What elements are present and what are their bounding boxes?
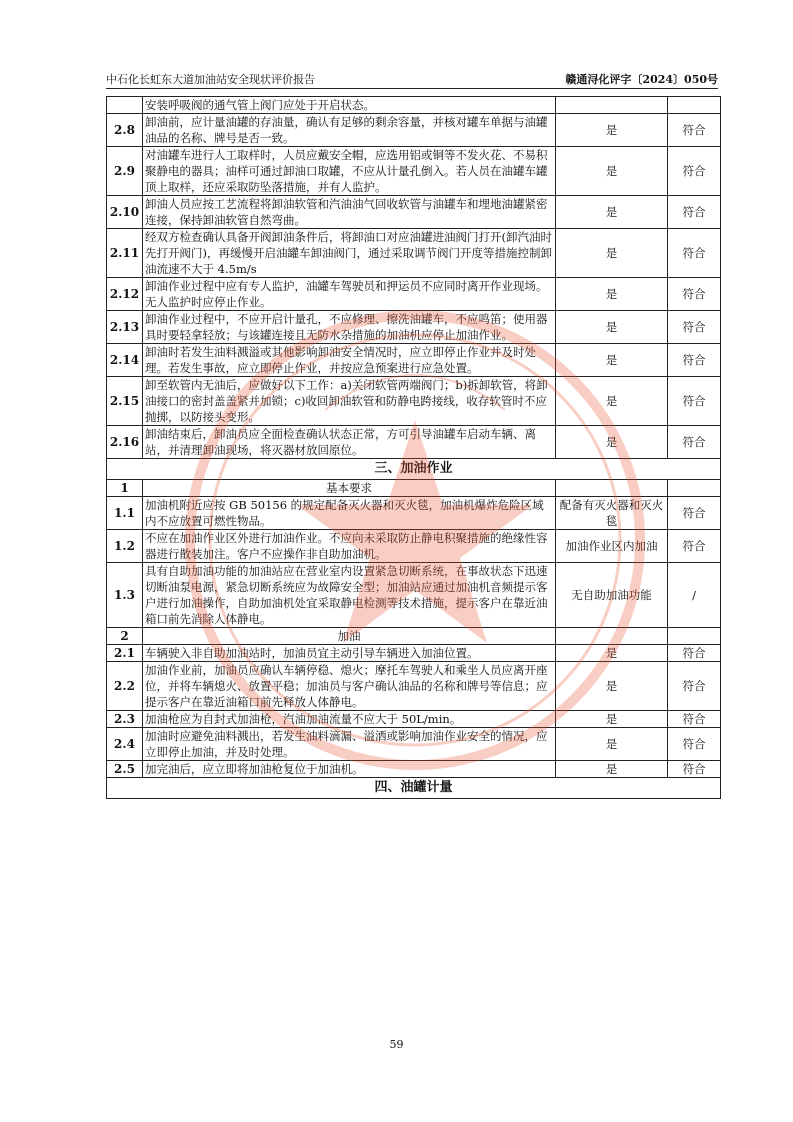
check-status: 配备有灭火器和灭火毯: [556, 497, 668, 530]
item-number: 2.14: [107, 344, 143, 377]
item-number: 2.3: [107, 711, 143, 728]
table-row: [107, 628, 721, 645]
item-number: 2.11: [107, 229, 143, 278]
item-content: 卸至软管内无油后，应做好以下工作：a)关闭软管两端阀门；b)拆卸软管，将卸油接口的密封盖盖紧并加锁；c)收回卸油软管和防静电跨接线，收存软管时不应抛掷，以防接头变形。: [143, 377, 556, 426]
table-row: [107, 761, 721, 778]
table-row: [107, 114, 721, 147]
section-row: [107, 778, 721, 799]
check-status: 是: [556, 344, 668, 377]
item-number: 2.4: [107, 728, 143, 761]
table-row: [107, 278, 721, 311]
table-row: [107, 377, 721, 426]
check-status: 是: [556, 229, 668, 278]
table-row: [107, 426, 721, 459]
check-status: 是: [556, 645, 668, 662]
check-result: /: [668, 563, 721, 628]
item-content: 卸油作业过程中，不应开启计量孔，不应修理、擦洗油罐车，不应鸣笛；使用器具时要轻拿轻放；与该罐连接且无防水杂措施的加油机应停止加油作业。: [143, 311, 556, 344]
check-result: 符合: [668, 147, 721, 196]
document-number: 赣通浔化评字〔2024〕050号: [565, 73, 718, 86]
table-row: [107, 344, 721, 377]
item-number: 2.12: [107, 278, 143, 311]
item-number: 2.9: [107, 147, 143, 196]
item-content: 加油作业前，加油员应确认车辆停稳、熄火；摩托车驾驶人和乘坐人员应离开座位，并将车辆熄火、放置平稳；加油员与客户确认油品的名称和牌号等信息；应提示客户在靠近油箱口前先释放人体静电。: [143, 662, 556, 711]
check-result: 符合: [668, 530, 721, 563]
page-number: 59: [389, 1038, 404, 1051]
check-result: 符合: [668, 645, 721, 662]
item-content: 基本要求: [143, 480, 556, 497]
table-row: [107, 530, 721, 563]
item-content: 具有自助加油功能的加油站应在营业室内设置紧急切断系统，在事故状态下迅速切断油泵电源，紧急切断系统应为故障安全型；加油站应通过加油机音频提示客户进行加油操作，自助加油机处宜采取静电检测等技术措施，提示客户在靠近油箱口前先消除人体静电。: [143, 563, 556, 628]
item-content: 加油: [143, 628, 556, 645]
evaluation-table: [106, 96, 721, 799]
check-result: [668, 480, 721, 497]
check-result: [668, 628, 721, 645]
item-content: 安装呼吸阀的通气管上阀门应处于开启状态。: [143, 97, 556, 114]
check-result: 符合: [668, 426, 721, 459]
check-result: 符合: [668, 196, 721, 229]
table-row: [107, 497, 721, 530]
item-number: 1: [107, 480, 143, 497]
check-status: 是: [556, 426, 668, 459]
table-row: [107, 196, 721, 229]
item-content: 加油枪应为自封式加油枪，汽油加油流量不应大于 50L/min。: [143, 711, 556, 728]
item-number: [107, 97, 143, 114]
check-status: 是: [556, 377, 668, 426]
check-status: 是: [556, 114, 668, 147]
check-status: 是: [556, 761, 668, 778]
report-title: 中石化长虹东大道加油站安全现状评价报告: [106, 73, 315, 86]
section-title: 四、油罐计量: [107, 778, 721, 799]
check-result: 符合: [668, 728, 721, 761]
check-status: 是: [556, 728, 668, 761]
header-rule: [106, 88, 718, 89]
item-number: 2.2: [107, 662, 143, 711]
item-content: 加油机附近应按 GB 50156 的规定配备灭火器和灭火毯，加油机爆炸危险区域内不应放置可燃性物品。: [143, 497, 556, 530]
check-result: 符合: [668, 311, 721, 344]
check-result: 符合: [668, 377, 721, 426]
table-row: [107, 711, 721, 728]
item-content: 加完油后，应立即将加油枪复位于加油机。: [143, 761, 556, 778]
table-row: [107, 480, 721, 497]
item-number: 1.3: [107, 563, 143, 628]
item-content: 经双方检查确认具备开阀卸油条件后，将卸油口对应油罐进油阀门打开(卸汽油时先打开阀门)，再缓慢开启油罐车卸油阀门，通过采取调节阀门开度等措施控制卸油流速不大于 4.5m/s: [143, 229, 556, 278]
item-number: 1.1: [107, 497, 143, 530]
check-result: 符合: [668, 711, 721, 728]
table-row: [107, 311, 721, 344]
item-number: 2.5: [107, 761, 143, 778]
item-number: 2.10: [107, 196, 143, 229]
check-result: 符合: [668, 229, 721, 278]
check-result: 符合: [668, 497, 721, 530]
item-number: 2.15: [107, 377, 143, 426]
table-row: [107, 563, 721, 628]
item-content: 卸油结束后，卸油员应全面检查确认状态正常，方可引导油罐车启动车辆、离站，并清理卸油现场，将灭器材放回原位。: [143, 426, 556, 459]
item-content: 卸油作业过程中应有专人监护，油罐车驾驶员和押运员不应同时离开作业现场。无人监护时应停止作业。: [143, 278, 556, 311]
item-content: 对油罐车进行人工取样时，人员应戴安全帽，应选用铝或铜等不发火花、不易积聚静电的器具；油样可通过卸油口取罐，不应从计量孔倒入。若人员在油罐车罐顶上取样，还应采取防坠落措施，并有人监护。: [143, 147, 556, 196]
check-result: [668, 97, 721, 114]
check-status: 加油作业区内加油: [556, 530, 668, 563]
table-row: [107, 662, 721, 711]
table-row: [107, 97, 721, 114]
check-status: 是: [556, 311, 668, 344]
check-result: 符合: [668, 114, 721, 147]
item-number: 2: [107, 628, 143, 645]
item-content: 卸油前，应计量油罐的存油量，确认有足够的剩余容量，并核对罐车单据与油罐油品的名称、牌号是否一致。: [143, 114, 556, 147]
check-result: 符合: [668, 761, 721, 778]
check-status: 是: [556, 662, 668, 711]
item-number: 2.1: [107, 645, 143, 662]
item-content: 加油时应避免油料溅出，若发生油料滴漏、溢洒或影响加油作业安全的情况，应立即停止加油，并及时处理。: [143, 728, 556, 761]
table-row: [107, 229, 721, 278]
item-content: 不应在加油作业区外进行加油作业。不应向未采取防止静电积聚措施的绝缘性容器进行散装加注。客户不应操作非自助加油机。: [143, 530, 556, 563]
item-content: 卸油时若发生油料溅溢或其他影响卸油安全情况时，应立即停止作业并及时处理。若发生事故，应立即停止作业，并按应急预案进行应急处置。: [143, 344, 556, 377]
item-number: 2.8: [107, 114, 143, 147]
section-row: [107, 459, 721, 480]
item-content: 卸油人员应按工艺流程将卸油软管和汽油油气回收软管与油罐车和埋地油罐紧密连接，保持卸油软管自然弯曲。: [143, 196, 556, 229]
check-result: 符合: [668, 662, 721, 711]
check-status: 是: [556, 147, 668, 196]
section-title: 三、加油作业: [107, 459, 721, 480]
table-row: [107, 645, 721, 662]
item-number: 2.13: [107, 311, 143, 344]
check-status: 无自助加油功能: [556, 563, 668, 628]
item-content: 车辆驶入非自助加油站时，加油员宜主动引导车辆进入加油位置。: [143, 645, 556, 662]
check-status: 是: [556, 196, 668, 229]
check-result: 符合: [668, 278, 721, 311]
check-result: 符合: [668, 344, 721, 377]
check-status: [556, 97, 668, 114]
check-status: [556, 628, 668, 645]
page-header: [106, 69, 718, 87]
table-row: [107, 728, 721, 761]
check-status: 是: [556, 278, 668, 311]
table-row: [107, 147, 721, 196]
item-number: 1.2: [107, 530, 143, 563]
item-number: 2.16: [107, 426, 143, 459]
check-status: [556, 480, 668, 497]
check-status: 是: [556, 711, 668, 728]
